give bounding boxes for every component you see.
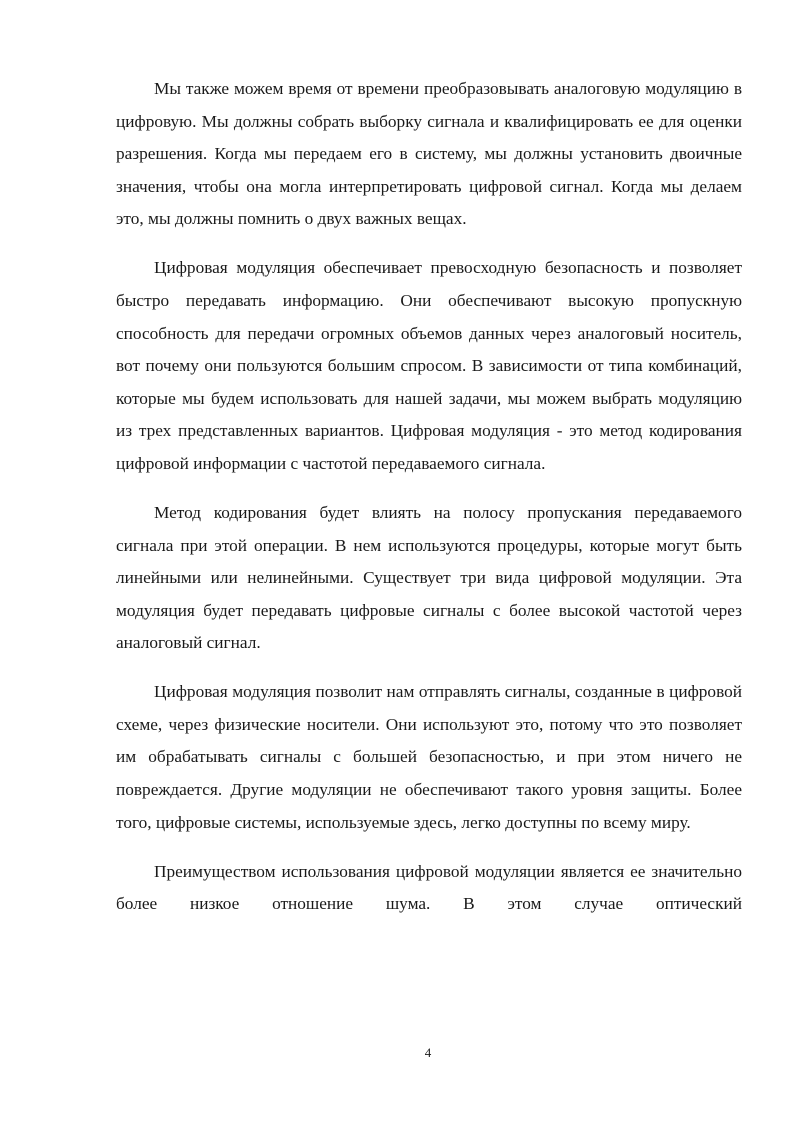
page-number: 4	[424, 1045, 432, 1060]
paragraph-2: Цифровая модуляция обеспечивает превосходную безопасность и позволяет быстро передавать информацию. Они обеспечивают высокую пропускную способность для передачи огромных объемов данных через аналоговый носитель, вот почему они пользуются большим спросом. В зависимости от типа комбинаций, которые мы будем использовать для нашей задачи, мы можем выбрать модуляцию из трех представленных вариантов. Цифровая модуляция - это метод кодирования цифровой информации с частотой передаваемого сигнала.	[116, 258, 742, 473]
paragraph-5: Преимуществом использования цифровой модуляции является ее значительно более низкое отношение шума. В этом случае оптический	[116, 861, 742, 914]
page-body	[116, 73, 742, 937]
paragraph-4: Цифровая модуляция позволит нам отправлять сигналы, созданные в цифровой схеме, через физические носители. Они используют это, потому что это позволяет им обрабатывать сигналы с большей безопасностью, и при этом ничего не повреждается. Другие модуляции не обеспечивают такого уровня защиты. Более того, цифровые системы, используемые здесь, легко доступны по всему миру.	[116, 682, 742, 832]
paragraph-1: Мы также можем время от времени преобразовывать аналоговую модуляцию в цифровую. Мы должны собрать выборку сигнала и квалифицировать ее для оценки разрешения. Когда мы передаем его в систему, мы должны установить двоичные значения, чтобы она могла интерпретировать цифровой сигнал. Когда мы делаем это, мы должны помнить о двух важных вещах.	[116, 79, 742, 229]
paragraph-3: Метод кодирования будет влиять на полосу пропускания передаваемого сигнала при этой операции. В нем используются процедуры, которые могут быть линейными или нелинейными. Существует три вида цифровой модуляции. Эта модуляция будет передавать цифровые сигналы с более высокой частотой через аналоговый сигнал.	[116, 502, 742, 653]
